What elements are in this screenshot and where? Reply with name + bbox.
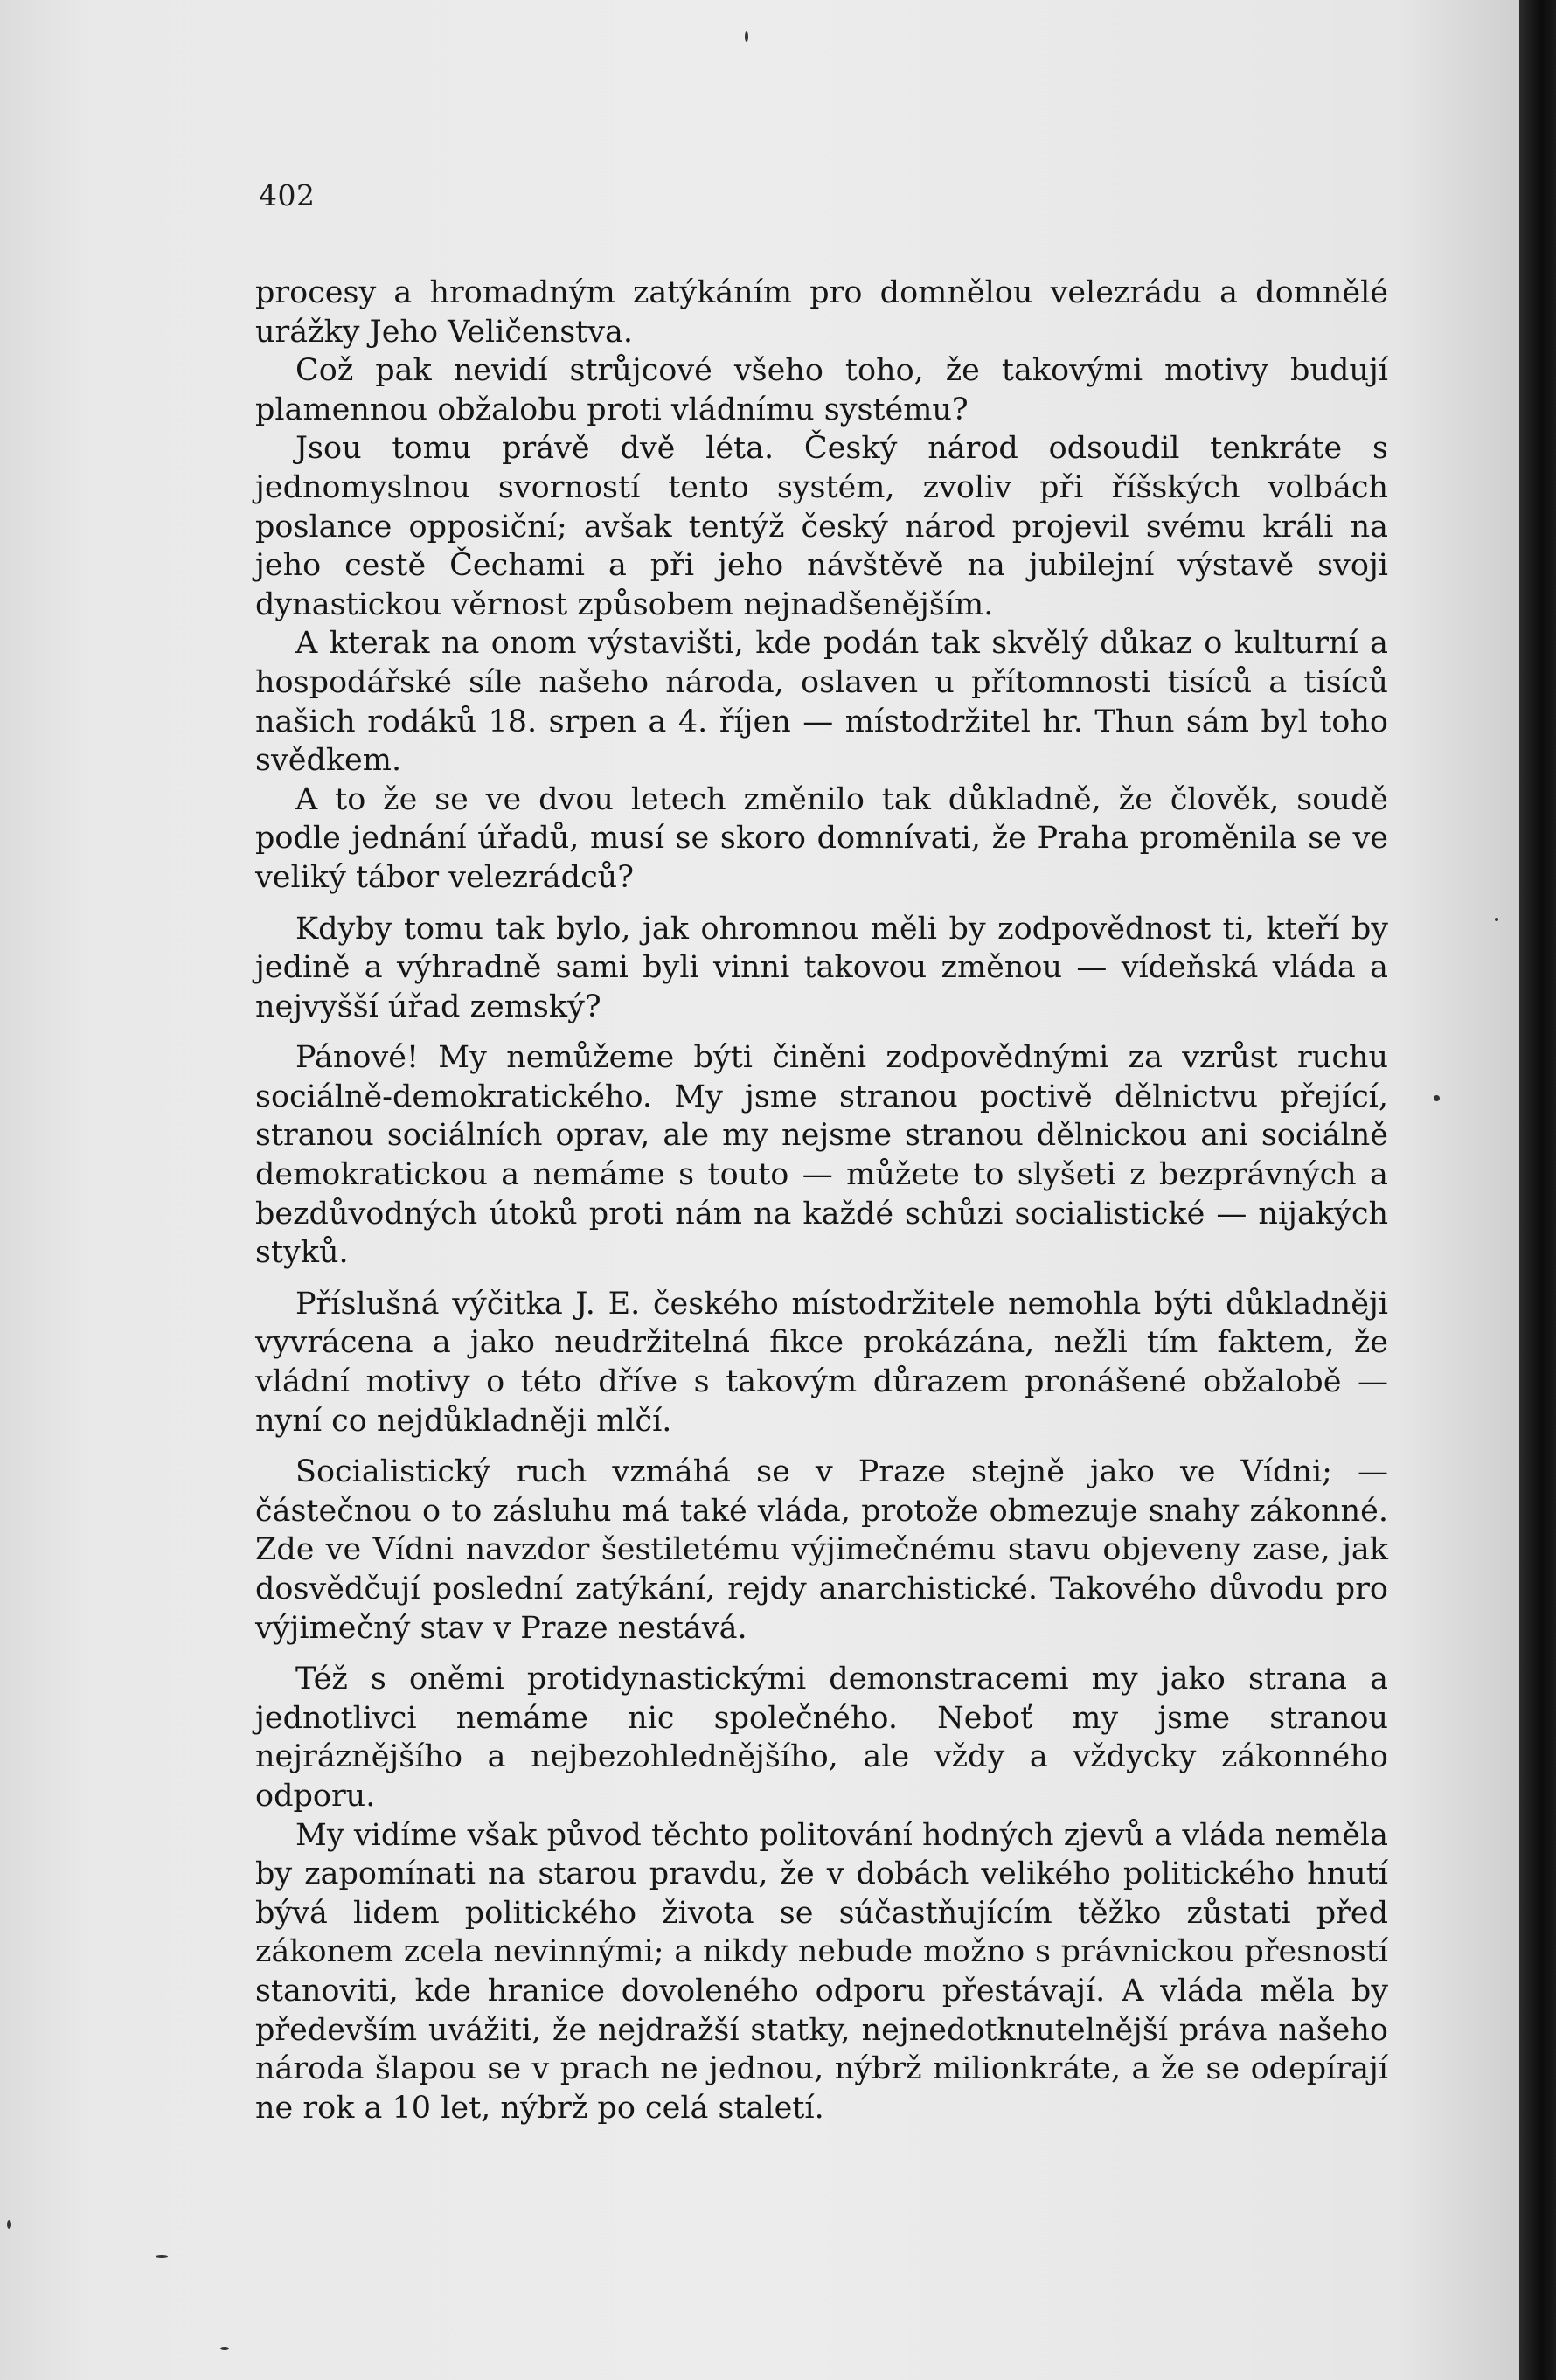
paragraph: A to že se ve dvou letech změnilo tak důkladně, že člověk, soudě podle jednání úřadů, musí se skoro domnívati, že Praha proměnila se ve veliký tábor velezrádců? [255, 781, 1388, 895]
page-number: 402 [259, 178, 316, 212]
paragraph: Což pak nevidí strůjcové všeho toho, že takovými motivy budují plamennou obžalobu proti vládnímu systému? [255, 353, 1388, 427]
print-speck [1434, 1095, 1440, 1101]
body-text [255, 274, 1388, 2127]
paragraph: procesy a hromadným zatýkáním pro domnělou velezrádu a domnělé urážky Jeho Veličenstva. [255, 275, 1388, 350]
paragraph: Též s oněmi protidynastickými demonstracemi my jako strana a jednotlivci nemáme nic společného. Neboť my jsme stranou nejráznějšího a nejbezohlednějšího, ale vždy a vždycky zákonného odporu. [255, 1662, 1388, 1814]
paragraph: Příslušná výčitka J. E. českého místodržitele nemohla býti důkladněji vyvrácena a jako neudržitelná fikce prokázána, nežli tím faktem, že vládní motivy o této dříve s takovým důrazem pronášené obžalobě — nyní co nejdůkladněji mlčí. [255, 1286, 1388, 1439]
paragraph: Jsou tomu právě dvě léta. Český národ odsoudil tenkráte s jednomyslnou svorností tento systém, zvoliv při říšských volbách poslance opposiční; avšak tentýž český národ projevil svému králi na jeho cestě Čechami a při jeho návštěvě na jubilejní výstavě svoji dynastickou věrnost způsobem nejnadšenějším. [255, 431, 1388, 622]
paragraph: A kterak na onom výstavišti, kde podán tak skvělý důkaz o kulturní a hospodářské síle našeho národa, oslaven u přítomnosti tisíců a tisíců našich rodáků 18. srpen a 4. říjen — místodržitel hr. Thun sám byl toho svědkem. [255, 626, 1388, 779]
print-speck [220, 2347, 229, 2350]
print-speck [7, 2220, 11, 2229]
print-speck [745, 31, 748, 42]
print-speck [156, 2255, 168, 2258]
scan-edge-shadow [1519, 0, 1556, 2380]
paragraph: My vidíme však původ těchto politování hodných zjevů a vláda neměla by zapomínati na starou pravdu, že v dobách velikého politického hnutí bývá lidem politického života se súčastňujícím těžko zůstati před zákonem zcela nevinnými; a nikdy nebude možno s právnickou přesností stanoviti, kde hranice dovoleného odporu přestávají. A vláda měla by především uvážiti, že nejdražší statky, nejnedotknutelnější práva našeho národa šlapou se v prach ne jednou, nýbrž milionkráte, a že se odepírají ne rok a 10 let, nýbrž po celá staletí. [255, 1817, 1388, 2126]
paragraph: Socialistický ruch vzmáhá se v Praze stejně jako ve Vídni; — částečnou o to zásluhu má také vláda, protože obmezuje snahy zákonné. Zde ve Vídni navzdor šestiletému výjimečnému stavu objeveny zase, jak dosvědčují poslední zatýkání, rejdy anarchistické. Takového důvodu pro výjimečný stav v Praze nestává. [255, 1454, 1388, 1646]
paragraph: Pánové! My nemůžeme býti činěni zodpovědnými za vzrůst ruchu sociálně-demokratického. My jsme stranou poctivě dělnictvu přející, stranou sociálních oprav, ale my nejsme stranou dělnickou ani sociálně demokratickou a nemáme s touto — můžete to slyšeti z bezprávných a bezdůvodných útoků proti nám na každé schůzi socialistické — nijakých styků. [255, 1040, 1388, 1271]
paragraph: Kdyby tomu tak bylo, jak ohromnou měli by zodpovědnost ti, kteří by jedině a výhradně sami byli vinni takovou změnou — vídeňská vláda a nejvyšší úřad zemský? [255, 911, 1388, 1024]
print-speck [1495, 918, 1498, 921]
